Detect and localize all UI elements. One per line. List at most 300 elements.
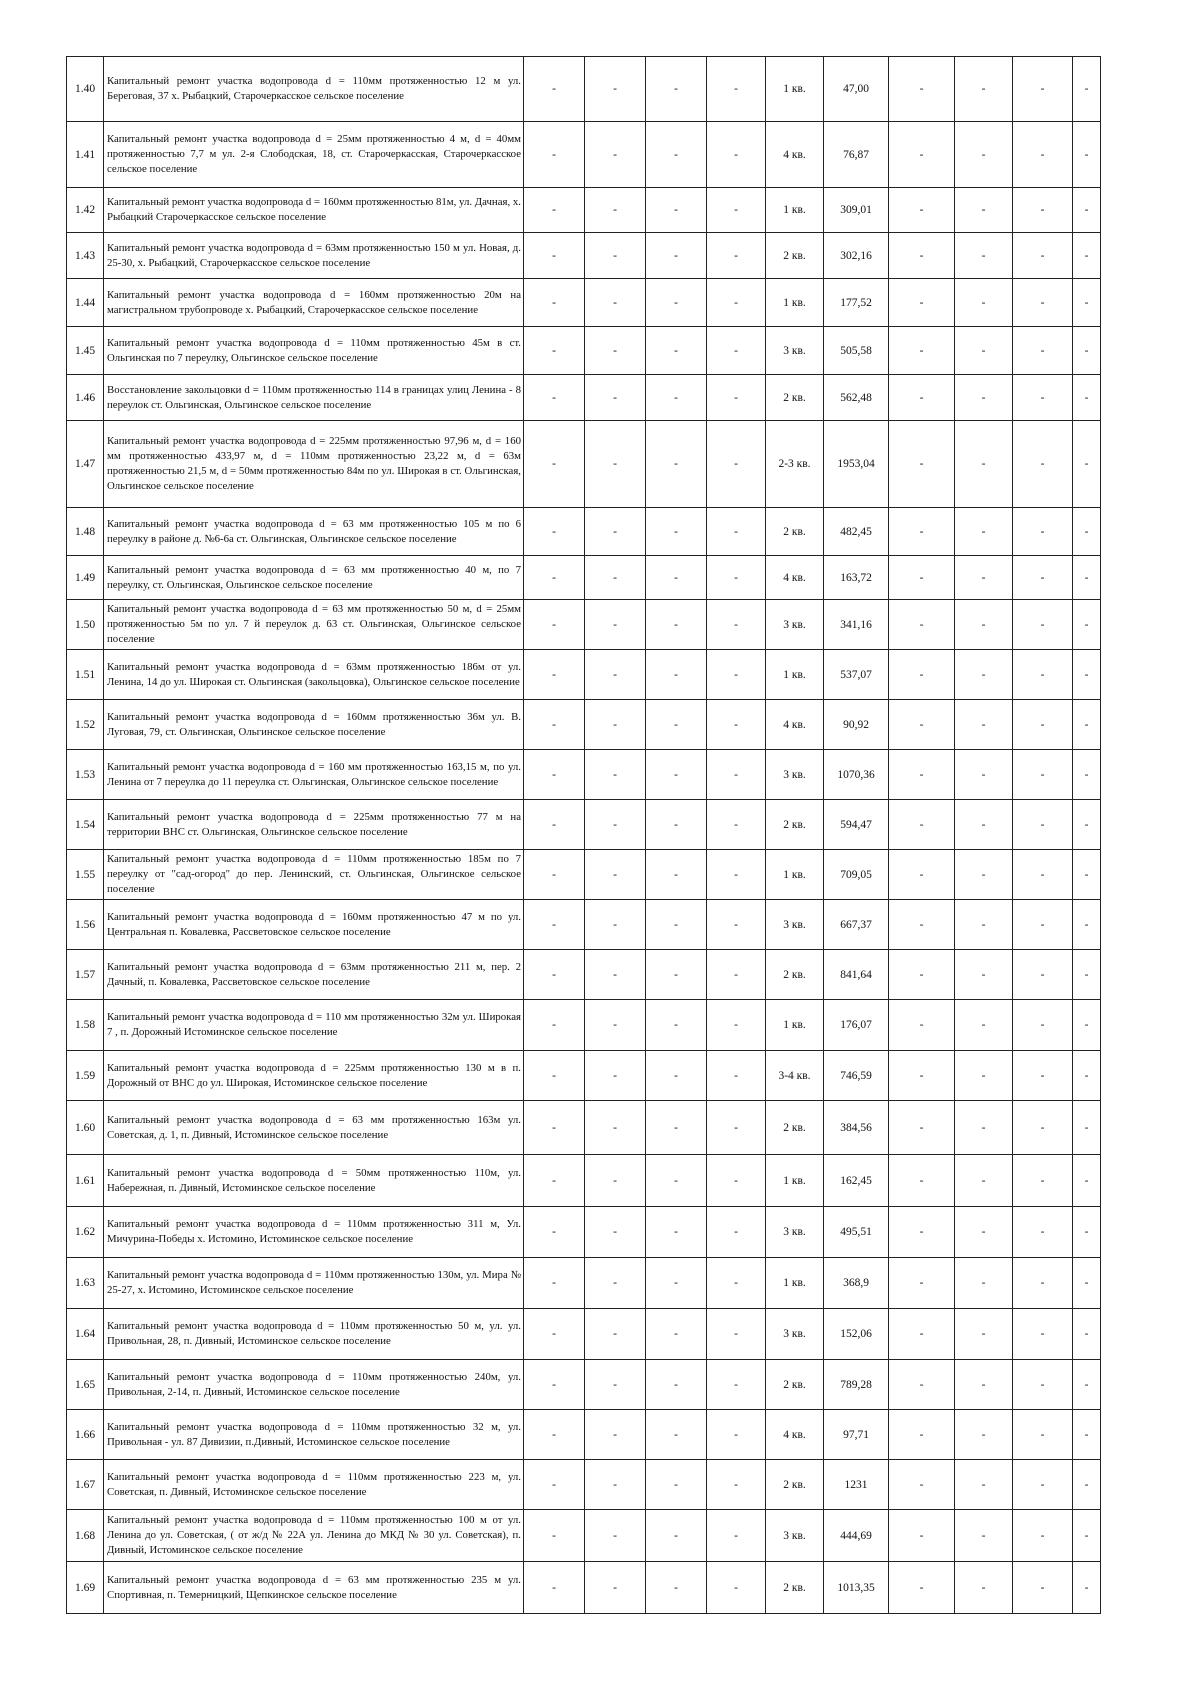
empty-value-cell: - [955, 1051, 1013, 1101]
empty-value-cell: - [707, 1309, 766, 1360]
table-row [67, 556, 1101, 600]
empty-value-cell: - [955, 122, 1013, 188]
amount-cell: 1953,04 [824, 421, 889, 508]
quarter-cell: 2 кв. [766, 375, 824, 421]
empty-value-cell: - [955, 600, 1013, 650]
empty-value-cell: - [646, 421, 707, 508]
work-description: Капитальный ремонт участка водопровода d = 63мм протяженностью 150 м ул. Новая, д. 25-30, х. Рыбацкий, Старочеркасское сельское поселение [104, 233, 524, 279]
table-row [67, 1410, 1101, 1460]
empty-value-cell: - [889, 750, 955, 800]
empty-value-cell: - [585, 950, 646, 1000]
row-number: 1.59 [67, 1051, 104, 1101]
empty-value-cell: - [1013, 327, 1073, 375]
row-number: 1.49 [67, 556, 104, 600]
works-table [66, 56, 1101, 1614]
work-description: Капитальный ремонт участка водопровода d = 63мм протяженностью 211 м, пер. 2 Дачный, п. Ковалевка, Рассветовское сельское поселение [104, 950, 524, 1000]
empty-value-cell: - [889, 1460, 955, 1510]
empty-value-cell: - [889, 900, 955, 950]
empty-value-cell: - [646, 122, 707, 188]
empty-value-cell: - [1073, 1562, 1101, 1614]
quarter-cell: 2-3 кв. [766, 421, 824, 508]
empty-value-cell: - [585, 375, 646, 421]
empty-value-cell: - [646, 556, 707, 600]
row-number: 1.48 [67, 508, 104, 556]
row-number: 1.69 [67, 1562, 104, 1614]
empty-value-cell: - [1013, 1360, 1073, 1410]
work-description: Капитальный ремонт участка водопровода d = 63 мм протяженностью 105 м по 6 переулку в районе д. №6-6а ст. Ольгинская, Ольгинское сельское поселение [104, 508, 524, 556]
quarter-cell: 2 кв. [766, 800, 824, 850]
table-row [67, 327, 1101, 375]
empty-value-cell: - [1013, 556, 1073, 600]
quarter-cell: 1 кв. [766, 1000, 824, 1051]
empty-value-cell: - [1073, 327, 1101, 375]
quarter-cell: 4 кв. [766, 122, 824, 188]
row-number: 1.67 [67, 1460, 104, 1510]
empty-value-cell: - [889, 508, 955, 556]
empty-value-cell: - [1073, 1000, 1101, 1051]
empty-value-cell: - [1073, 700, 1101, 750]
row-number: 1.47 [67, 421, 104, 508]
empty-value-cell: - [889, 1155, 955, 1207]
row-number: 1.65 [67, 1360, 104, 1410]
row-number: 1.50 [67, 600, 104, 650]
work-description: Капитальный ремонт участка водопровода d = 110мм протяженностью 45м в ст. Ольгинская по 7 переулку, Ольгинское сельское поселение [104, 327, 524, 375]
empty-value-cell: - [889, 421, 955, 508]
empty-value-cell: - [955, 556, 1013, 600]
empty-value-cell: - [955, 508, 1013, 556]
empty-value-cell: - [707, 57, 766, 122]
empty-value-cell: - [1013, 1000, 1073, 1051]
empty-value-cell: - [955, 279, 1013, 327]
empty-value-cell: - [524, 279, 585, 327]
empty-value-cell: - [524, 1309, 585, 1360]
empty-value-cell: - [889, 1510, 955, 1562]
quarter-cell: 2 кв. [766, 1562, 824, 1614]
table-row [67, 950, 1101, 1000]
empty-value-cell: - [646, 750, 707, 800]
amount-cell: 537,07 [824, 650, 889, 700]
amount-cell: 309,01 [824, 188, 889, 233]
empty-value-cell: - [1073, 1051, 1101, 1101]
empty-value-cell: - [889, 556, 955, 600]
quarter-cell: 3 кв. [766, 900, 824, 950]
empty-value-cell: - [646, 375, 707, 421]
empty-value-cell: - [955, 750, 1013, 800]
empty-value-cell: - [524, 850, 585, 900]
work-description: Капитальный ремонт участка водопровода d = 160мм протяженностью 36м ул. В. Луговая, 79, ст. Ольгинская, Ольгинское сельское поселение [104, 700, 524, 750]
empty-value-cell: - [524, 375, 585, 421]
amount-cell: 177,52 [824, 279, 889, 327]
empty-value-cell: - [1013, 850, 1073, 900]
empty-value-cell: - [646, 850, 707, 900]
empty-value-cell: - [585, 1460, 646, 1510]
empty-value-cell: - [1073, 375, 1101, 421]
empty-value-cell: - [955, 1460, 1013, 1510]
empty-value-cell: - [646, 1360, 707, 1410]
empty-value-cell: - [1013, 950, 1073, 1000]
work-description: Капитальный ремонт участка водопровода d = 63 мм протяженностью 40 м, по 7 переулку, ст. Ольгинская, Ольгинское сельское поселение [104, 556, 524, 600]
quarter-cell: 2 кв. [766, 1460, 824, 1510]
quarter-cell: 1 кв. [766, 1155, 824, 1207]
table-row [67, 600, 1101, 650]
empty-value-cell: - [1073, 1207, 1101, 1258]
empty-value-cell: - [1013, 600, 1073, 650]
empty-value-cell: - [1013, 1309, 1073, 1360]
empty-value-cell: - [707, 900, 766, 950]
quarter-cell: 1 кв. [766, 188, 824, 233]
empty-value-cell: - [1013, 1051, 1073, 1101]
row-number: 1.40 [67, 57, 104, 122]
work-description: Капитальный ремонт участка водопровода d = 110мм протяженностью 185м по 7 переулку от "сад-огород" до пер. Ленинский, ст. Ольгинская, Ольгинское сельское поселение [104, 850, 524, 900]
amount-cell: 162,45 [824, 1155, 889, 1207]
empty-value-cell: - [1073, 1410, 1101, 1460]
amount-cell: 97,71 [824, 1410, 889, 1460]
empty-value-cell: - [889, 233, 955, 279]
table-row [67, 750, 1101, 800]
quarter-cell: 2 кв. [766, 233, 824, 279]
row-number: 1.52 [67, 700, 104, 750]
table-row [67, 700, 1101, 750]
table-row [67, 1360, 1101, 1410]
empty-value-cell: - [955, 700, 1013, 750]
empty-value-cell: - [889, 57, 955, 122]
empty-value-cell: - [585, 556, 646, 600]
empty-value-cell: - [524, 600, 585, 650]
empty-value-cell: - [585, 1562, 646, 1614]
quarter-cell: 3 кв. [766, 1207, 824, 1258]
empty-value-cell: - [1013, 1460, 1073, 1510]
empty-value-cell: - [585, 600, 646, 650]
quarter-cell: 1 кв. [766, 279, 824, 327]
empty-value-cell: - [1013, 122, 1073, 188]
work-description: Капитальный ремонт участка водопровода d = 225мм протяженностью 97,96 м, d = 160 мм протяженностью 433,97 м, d = 110мм протяженностью 23,22 м, d = 63м протяженностью 21,5 м, d = 50мм протяженностью 84м по ул. Широкая в ст. Ольгинская, Ольгинское сельское поселение [104, 421, 524, 508]
empty-value-cell: - [889, 279, 955, 327]
empty-value-cell: - [707, 1360, 766, 1410]
empty-value-cell: - [646, 950, 707, 1000]
empty-value-cell: - [955, 1510, 1013, 1562]
empty-value-cell: - [889, 122, 955, 188]
empty-value-cell: - [707, 800, 766, 850]
empty-value-cell: - [646, 233, 707, 279]
empty-value-cell: - [889, 1207, 955, 1258]
empty-value-cell: - [524, 1000, 585, 1051]
amount-cell: 495,51 [824, 1207, 889, 1258]
empty-value-cell: - [1013, 1562, 1073, 1614]
empty-value-cell: - [646, 508, 707, 556]
table-row [67, 375, 1101, 421]
empty-value-cell: - [1013, 1258, 1073, 1309]
row-number: 1.56 [67, 900, 104, 950]
empty-value-cell: - [889, 700, 955, 750]
empty-value-cell: - [585, 1309, 646, 1360]
table-row [67, 1051, 1101, 1101]
row-number: 1.44 [67, 279, 104, 327]
empty-value-cell: - [707, 188, 766, 233]
empty-value-cell: - [707, 1562, 766, 1614]
work-description: Капитальный ремонт участка водопровода d = 110мм протяженностью 130м, ул. Мира № 25-27, х. Истомино, Истоминское сельское поселение [104, 1258, 524, 1309]
row-number: 1.57 [67, 950, 104, 1000]
empty-value-cell: - [1013, 1101, 1073, 1155]
table-row [67, 650, 1101, 700]
empty-value-cell: - [707, 750, 766, 800]
empty-value-cell: - [955, 800, 1013, 850]
empty-value-cell: - [646, 327, 707, 375]
empty-value-cell: - [646, 900, 707, 950]
empty-value-cell: - [524, 650, 585, 700]
empty-value-cell: - [707, 1510, 766, 1562]
empty-value-cell: - [707, 1051, 766, 1101]
quarter-cell: 3 кв. [766, 600, 824, 650]
empty-value-cell: - [585, 1051, 646, 1101]
table-row [67, 1309, 1101, 1360]
work-description: Восстановление закольцовки d = 110мм протяженностью 114 в границах улиц Ленина - 8 переулок ст. Ольгинская, Ольгинское сельское поселение [104, 375, 524, 421]
empty-value-cell: - [1013, 700, 1073, 750]
document-sheet [66, 56, 1100, 1614]
empty-value-cell: - [585, 800, 646, 850]
empty-value-cell: - [707, 122, 766, 188]
empty-value-cell: - [585, 1000, 646, 1051]
empty-value-cell: - [585, 1155, 646, 1207]
empty-value-cell: - [707, 1000, 766, 1051]
row-number: 1.46 [67, 375, 104, 421]
empty-value-cell: - [1073, 1460, 1101, 1510]
quarter-cell: 1 кв. [766, 850, 824, 900]
empty-value-cell: - [524, 900, 585, 950]
row-number: 1.41 [67, 122, 104, 188]
empty-value-cell: - [524, 1410, 585, 1460]
empty-value-cell: - [955, 1155, 1013, 1207]
amount-cell: 384,56 [824, 1101, 889, 1155]
empty-value-cell: - [889, 650, 955, 700]
empty-value-cell: - [585, 1101, 646, 1155]
empty-value-cell: - [524, 1510, 585, 1562]
empty-value-cell: - [707, 1155, 766, 1207]
empty-value-cell: - [1073, 556, 1101, 600]
empty-value-cell: - [1073, 421, 1101, 508]
table-row [67, 1207, 1101, 1258]
work-description: Капитальный ремонт участка водопровода d = 160мм протяженностью 47 м по ул. Центральная п. Ковалевка, Рассветовское сельское поселение [104, 900, 524, 950]
table-row [67, 1155, 1101, 1207]
empty-value-cell: - [955, 327, 1013, 375]
row-number: 1.53 [67, 750, 104, 800]
empty-value-cell: - [955, 900, 1013, 950]
empty-value-cell: - [707, 1410, 766, 1460]
empty-value-cell: - [889, 1360, 955, 1410]
empty-value-cell: - [1073, 122, 1101, 188]
empty-value-cell: - [1013, 508, 1073, 556]
row-number: 1.60 [67, 1101, 104, 1155]
amount-cell: 667,37 [824, 900, 889, 950]
empty-value-cell: - [524, 1360, 585, 1410]
empty-value-cell: - [955, 1562, 1013, 1614]
empty-value-cell: - [524, 327, 585, 375]
empty-value-cell: - [524, 950, 585, 1000]
work-description: Капитальный ремонт участка водопровода d = 110мм протяженностью 311 м, Ул. Мичурина-Победы х. Истомино, Истоминское сельское поселение [104, 1207, 524, 1258]
empty-value-cell: - [707, 233, 766, 279]
quarter-cell: 4 кв. [766, 1410, 824, 1460]
empty-value-cell: - [955, 1309, 1013, 1360]
empty-value-cell: - [646, 57, 707, 122]
work-description: Капитальный ремонт участка водопровода d = 110мм протяженностью 100 м от ул. Ленина до ул. Советская, ( от ж/д № 22А ул. Ленина до МКД № 30 ул. Советская), п. Дивный, Истоминское сельское поселение [104, 1510, 524, 1562]
empty-value-cell: - [889, 375, 955, 421]
work-description: Капитальный ремонт участка водопровода d = 225мм протяженностью 77 м на территории ВНС ст. Ольгинская, Ольгинское сельское поселение [104, 800, 524, 850]
quarter-cell: 4 кв. [766, 700, 824, 750]
row-number: 1.45 [67, 327, 104, 375]
empty-value-cell: - [707, 1460, 766, 1510]
table-row [67, 57, 1101, 122]
empty-value-cell: - [646, 1000, 707, 1051]
empty-value-cell: - [1013, 900, 1073, 950]
empty-value-cell: - [585, 421, 646, 508]
table-body [67, 57, 1101, 1614]
table-row [67, 188, 1101, 233]
empty-value-cell: - [889, 327, 955, 375]
quarter-cell: 3 кв. [766, 1510, 824, 1562]
work-description: Капитальный ремонт участка водопровода d = 50мм протяженностью 110м, ул. Набережная, п. Дивный, Истоминское сельское поселение [104, 1155, 524, 1207]
amount-cell: 76,87 [824, 122, 889, 188]
empty-value-cell: - [707, 650, 766, 700]
empty-value-cell: - [1013, 1510, 1073, 1562]
empty-value-cell: - [646, 1155, 707, 1207]
empty-value-cell: - [955, 421, 1013, 508]
table-row [67, 1510, 1101, 1562]
empty-value-cell: - [707, 950, 766, 1000]
work-description: Капитальный ремонт участка водопровода d = 63мм протяженностью 186м от ул. Ленина, 14 до ул. Широкая ст. Ольгинская (закольцовка), Ольгинское сельское поселение [104, 650, 524, 700]
empty-value-cell: - [889, 950, 955, 1000]
empty-value-cell: - [955, 1410, 1013, 1460]
work-description: Капитальный ремонт участка водопровода d = 160 мм протяженностью 163,15 м, по ул. Ленина от 7 переулка до 11 переулка ст. Ольгинская, Ольгинское сельское поселение [104, 750, 524, 800]
empty-value-cell: - [955, 1258, 1013, 1309]
empty-value-cell: - [889, 1309, 955, 1360]
amount-cell: 341,16 [824, 600, 889, 650]
table-row [67, 233, 1101, 279]
amount-cell: 368,9 [824, 1258, 889, 1309]
row-number: 1.54 [67, 800, 104, 850]
amount-cell: 709,05 [824, 850, 889, 900]
row-number: 1.61 [67, 1155, 104, 1207]
empty-value-cell: - [1073, 600, 1101, 650]
table-row [67, 508, 1101, 556]
empty-value-cell: - [524, 750, 585, 800]
table-row [67, 279, 1101, 327]
work-description: Капитальный ремонт участка водопровода d = 63 мм протяженностью 235 м ул. Спортивная, п. Темерницкий, Щепкинское сельское поселение [104, 1562, 524, 1614]
empty-value-cell: - [955, 850, 1013, 900]
amount-cell: 1231 [824, 1460, 889, 1510]
empty-value-cell: - [1073, 188, 1101, 233]
empty-value-cell: - [707, 375, 766, 421]
empty-value-cell: - [524, 700, 585, 750]
empty-value-cell: - [1013, 800, 1073, 850]
row-number: 1.42 [67, 188, 104, 233]
row-number: 1.66 [67, 1410, 104, 1460]
work-description: Капитальный ремонт участка водопровода d = 160мм протяженностью 81м, ул. Дачная, х. Рыбацкий Старочеркасское сельское поселение [104, 188, 524, 233]
empty-value-cell: - [585, 57, 646, 122]
empty-value-cell: - [1073, 1510, 1101, 1562]
amount-cell: 302,16 [824, 233, 889, 279]
empty-value-cell: - [1073, 950, 1101, 1000]
empty-value-cell: - [585, 1510, 646, 1562]
empty-value-cell: - [955, 650, 1013, 700]
table-row [67, 1562, 1101, 1614]
empty-value-cell: - [1073, 1360, 1101, 1410]
row-number: 1.62 [67, 1207, 104, 1258]
empty-value-cell: - [1013, 1410, 1073, 1460]
empty-value-cell: - [1073, 1101, 1101, 1155]
quarter-cell: 1 кв. [766, 650, 824, 700]
empty-value-cell: - [646, 1309, 707, 1360]
empty-value-cell: - [585, 279, 646, 327]
empty-value-cell: - [585, 700, 646, 750]
amount-cell: 176,07 [824, 1000, 889, 1051]
empty-value-cell: - [585, 1360, 646, 1410]
empty-value-cell: - [646, 1207, 707, 1258]
quarter-cell: 3 кв. [766, 750, 824, 800]
amount-cell: 163,72 [824, 556, 889, 600]
work-description: Капитальный ремонт участка водопровода d = 110мм протяженностью 240м, ул. Привольная, 2-14, п. Дивный, Истоминское сельское поселение [104, 1360, 524, 1410]
empty-value-cell: - [955, 1360, 1013, 1410]
empty-value-cell: - [1013, 750, 1073, 800]
empty-value-cell: - [585, 1410, 646, 1460]
empty-value-cell: - [524, 421, 585, 508]
quarter-cell: 2 кв. [766, 1101, 824, 1155]
amount-cell: 47,00 [824, 57, 889, 122]
work-description: Капитальный ремонт участка водопровода d = 110мм протяженностью 32 м, ул. Привольная - ул. 87 Дивизии, п.Дивный, Истоминское сельское поселение [104, 1410, 524, 1460]
row-number: 1.43 [67, 233, 104, 279]
empty-value-cell: - [1013, 650, 1073, 700]
table-row [67, 1258, 1101, 1309]
empty-value-cell: - [585, 1258, 646, 1309]
amount-cell: 482,45 [824, 508, 889, 556]
work-description: Капитальный ремонт участка водопровода d = 110 мм протяженностью 32м ул. Широкая 7 , п. Дорожный Истоминское сельское поселение [104, 1000, 524, 1051]
empty-value-cell: - [646, 1051, 707, 1101]
empty-value-cell: - [1073, 1258, 1101, 1309]
quarter-cell: 1 кв. [766, 1258, 824, 1309]
empty-value-cell: - [646, 650, 707, 700]
empty-value-cell: - [1073, 650, 1101, 700]
empty-value-cell: - [524, 233, 585, 279]
empty-value-cell: - [955, 950, 1013, 1000]
empty-value-cell: - [1073, 508, 1101, 556]
empty-value-cell: - [1013, 279, 1073, 327]
empty-value-cell: - [1073, 1155, 1101, 1207]
empty-value-cell: - [585, 850, 646, 900]
empty-value-cell: - [707, 508, 766, 556]
empty-value-cell: - [1013, 421, 1073, 508]
empty-value-cell: - [1073, 800, 1101, 850]
empty-value-cell: - [646, 1101, 707, 1155]
empty-value-cell: - [707, 279, 766, 327]
empty-value-cell: - [707, 556, 766, 600]
empty-value-cell: - [585, 750, 646, 800]
work-description: Капитальный ремонт участка водопровода d = 110мм протяженностью 12 м ул. Береговая, 37 х. Рыбацкий, Старочеркасское сельское поселение [104, 57, 524, 122]
empty-value-cell: - [889, 1000, 955, 1051]
empty-value-cell: - [585, 650, 646, 700]
work-description: Капитальный ремонт участка водопровода d = 225мм протяженностью 130 м в п. Дорожный от ВНС до ул. Широкая, Истоминское сельское поселение [104, 1051, 524, 1101]
work-description: Капитальный ремонт участка водопровода d = 160мм протяженностью 20м на магистральном трубопроводе х. Рыбацкий, Старочеркасское сельское поселение [104, 279, 524, 327]
empty-value-cell: - [524, 1051, 585, 1101]
empty-value-cell: - [707, 1207, 766, 1258]
empty-value-cell: - [1073, 279, 1101, 327]
empty-value-cell: - [1013, 233, 1073, 279]
empty-value-cell: - [955, 188, 1013, 233]
empty-value-cell: - [1073, 57, 1101, 122]
empty-value-cell: - [707, 700, 766, 750]
empty-value-cell: - [524, 508, 585, 556]
empty-value-cell: - [585, 508, 646, 556]
empty-value-cell: - [889, 1101, 955, 1155]
empty-value-cell: - [646, 1460, 707, 1510]
empty-value-cell: - [889, 1051, 955, 1101]
